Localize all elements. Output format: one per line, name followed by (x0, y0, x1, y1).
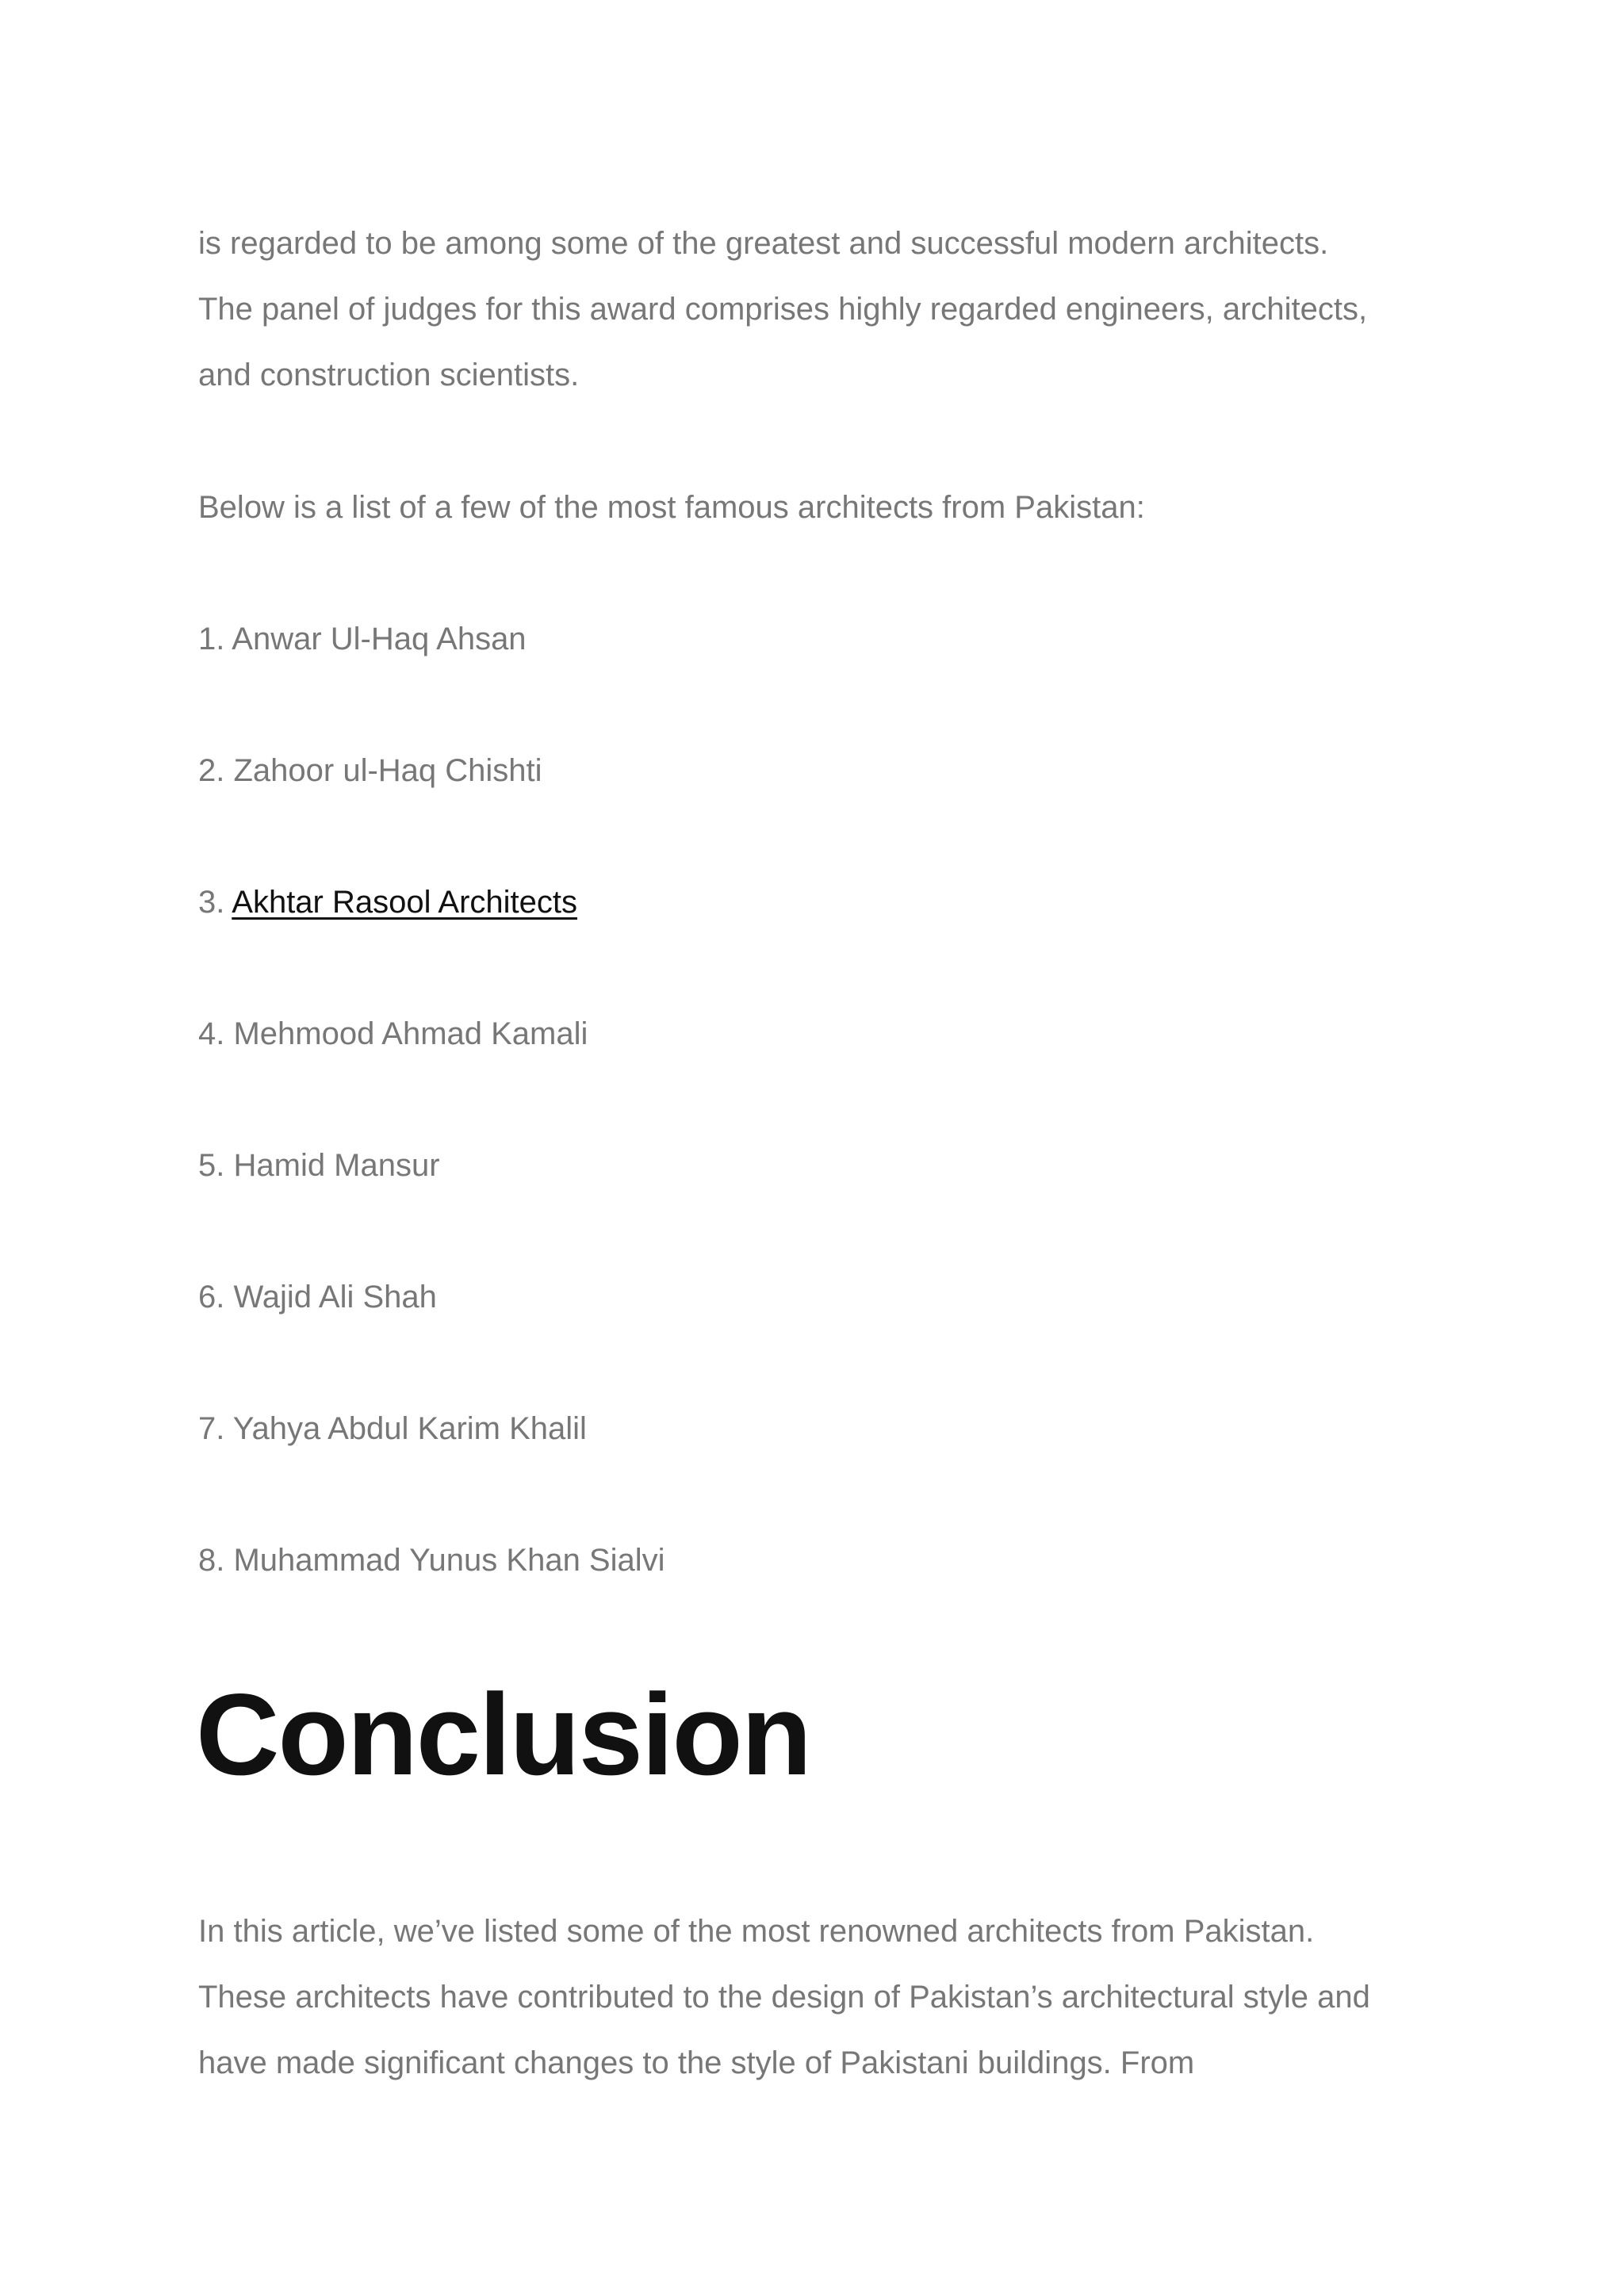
list-item-number: 7. (198, 1411, 225, 1446)
list-item-name: Mehmood Ahmad Kamali (233, 1016, 588, 1051)
list-item (198, 1540, 665, 1581)
list-item-name: Zahoor ul-Haq Chishti (233, 753, 542, 788)
list-item (198, 1145, 440, 1186)
list-intro-text: Below is a list of a few of the most famous architects from Pakistan: (198, 490, 1145, 525)
conclusion-paragraph-line: have made significant changes to the style of Pakistani buildings. From (198, 2045, 1195, 2080)
intro-paragraph-line: is regarded to be among some of the greatest and successful modern architects. (198, 226, 1329, 261)
list-item-number: 2. (198, 753, 225, 788)
list-item (198, 882, 577, 923)
list-item-name: Yahya Abdul Karim Khalil (232, 1411, 587, 1446)
intro-paragraph-line: The panel of judges for this award comprises highly regarded engineers, architects, (198, 292, 1368, 327)
list-item (198, 1408, 587, 1449)
list-item-name: Hamid Mansur (233, 1148, 440, 1183)
conclusion-paragraph-line: These architects have contributed to the design of Pakistan’s architectural style and (198, 1980, 1370, 2015)
list-item (198, 1013, 588, 1054)
list-item-number: 8. (198, 1543, 225, 1578)
list-item-number: 3. (198, 885, 225, 920)
conclusion-paragraph-line: In this article, we’ve listed some of the most renowned architects from Pakistan. (198, 1914, 1315, 1949)
list-item-number: 1. (198, 622, 225, 656)
list-item-name: Anwar Ul-Haq Ahsan (232, 622, 527, 656)
list-item-name: Wajid Ali Shah (233, 1280, 437, 1314)
intro-paragraph-line: and construction scientists. (198, 358, 580, 392)
list-item-number: 4. (198, 1016, 225, 1051)
list-item-number: 5. (198, 1148, 225, 1183)
list-item-number: 6. (198, 1280, 225, 1314)
list-item (198, 1276, 437, 1318)
list-item (198, 750, 542, 791)
list-item-name: Muhammad Yunus Khan Sialvi (233, 1543, 665, 1578)
conclusion-heading: Conclusion (196, 1670, 810, 1799)
list-item (198, 618, 527, 660)
architect-link-akhtar-rasool[interactable]: Akhtar Rasool Architects (232, 885, 578, 920)
